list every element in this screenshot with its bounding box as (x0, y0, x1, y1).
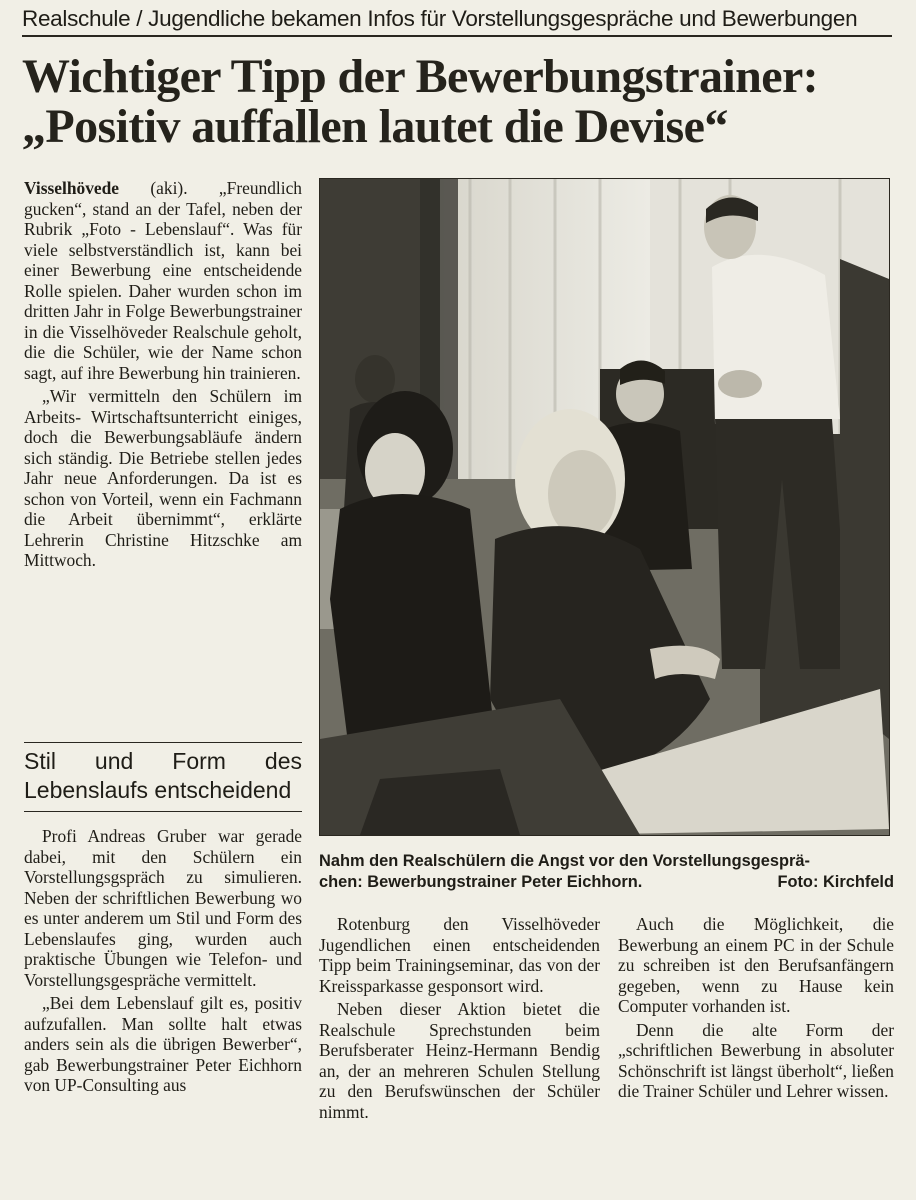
headline-line-2: „Positiv auffallen lautet die Devise“ (22, 100, 728, 153)
article-column-3 (618, 914, 894, 1102)
paragraph-5: Rotenburg den Visselhöveder Jugendlichen einen entscheidenden Tipp beim Trainingseminar, das von der Kreissparkasse gesponsort wird. (319, 914, 600, 996)
caption-text: chen: Bewerbungstrainer Peter Eichhorn. (319, 873, 643, 891)
headline-line-1: Wichtiger Tipp der Bewerbungstrainer: (22, 50, 819, 103)
article-column-1-continued (24, 826, 302, 1096)
subheading-line-2: Lebenslaufs entscheidend (24, 777, 292, 803)
subheading-word: Stil (24, 748, 56, 774)
subheading-word: des (264, 748, 302, 774)
article-kicker: Realschule / Jugendliche bekamen Infos für Vorstellungsgespräche und Bewerbungen (22, 6, 892, 37)
photo-credit: Foto: Kirchfeld (777, 873, 894, 891)
lead-paragraph (24, 178, 302, 383)
paragraph-8: Denn die alte Form der „schriftlichen Bewerbung in absoluter Schönschrift ist längst überholt“, ließen die Trainer Schüler und Lehrer wissen. (618, 1019, 894, 1101)
caption-line-1: Nahm den Realschülern die Angst vor den Vorstellungsgesprä- (319, 852, 810, 870)
dateline-place: Visselhövede (24, 178, 120, 198)
subheading-word: Form (172, 748, 226, 774)
article-column-1 (24, 178, 302, 571)
subheading-line-1 (24, 747, 302, 776)
article-column-2 (319, 914, 600, 1122)
dateline-author: (aki). (119, 178, 219, 198)
paragraph-6: Neben dieser Aktion bietet die Realschule Sprechstunden beim Berufsberater Heinz-Hermann Bendig an, der an mehreren Schulen Stellung zu den Berufswünschen der Schüler nimmt. (319, 999, 600, 1122)
photo-caption (319, 851, 894, 893)
article-photo (319, 178, 890, 836)
headline (22, 52, 902, 152)
caption-line-2 (319, 872, 894, 893)
subheading (24, 742, 302, 812)
paragraph-7: Auch die Möglichkeit, die Bewerbung an einem PC in der Schule zu schreiben ist den Berufsanfängern gegeben, wenn zu Hause kein Computer vorhanden ist. (618, 914, 894, 1016)
paragraph-2: „Wir vermitteln den Schülern im Arbeits- Wirtschaftsunterricht einiges, doch die Bewerbungsabläufe ändern sich ständig. Die Betriebe stellen jedes Jahr neue Anforderungen. Da ist es schon von Vorteil, wenn ein Fachmann die Arbeit übernimmt“, erklärte Lehrerin Christine Hitzschke am Mittwoch. (24, 386, 302, 570)
lead-text: „Freundlich gucken“, stand an der Tafel, neben der Rubrik „Foto - Lebenslauf“. Was für viele selbstverständlich ist, kann bei einer Bewerbung eine entscheidende Rolle spielen. Daher wurden schon im dritten Jahr in Folge Bewerbungstrainer in die Visselhöveder Realschule geholt, die die Schüler, wie der Name schon sagt, auf ihre Bewerbung hin trainieren. (24, 178, 302, 383)
paragraph-3: Profi Andreas Gruber war gerade dabei, mit den Schülern ein Vorstellungsgspräch zu simulieren. Neben der schriftlichen Bewerbung wo es unter anderem um Stil und Form des Lebenslaufes ging, wurden auch praktische Übungen wie Telefon- und Vorstellungsgespräche vermittelt. (24, 826, 302, 990)
subheading-word: und (94, 748, 134, 774)
paragraph-4: „Bei dem Lebenslauf gilt es, positiv aufzufallen. Man sollte halt etwas anders sein als die übrigen Bewerber“, gab Bewerbungstrainer Peter Eichhorn von UP-Consulting aus (24, 993, 302, 1095)
